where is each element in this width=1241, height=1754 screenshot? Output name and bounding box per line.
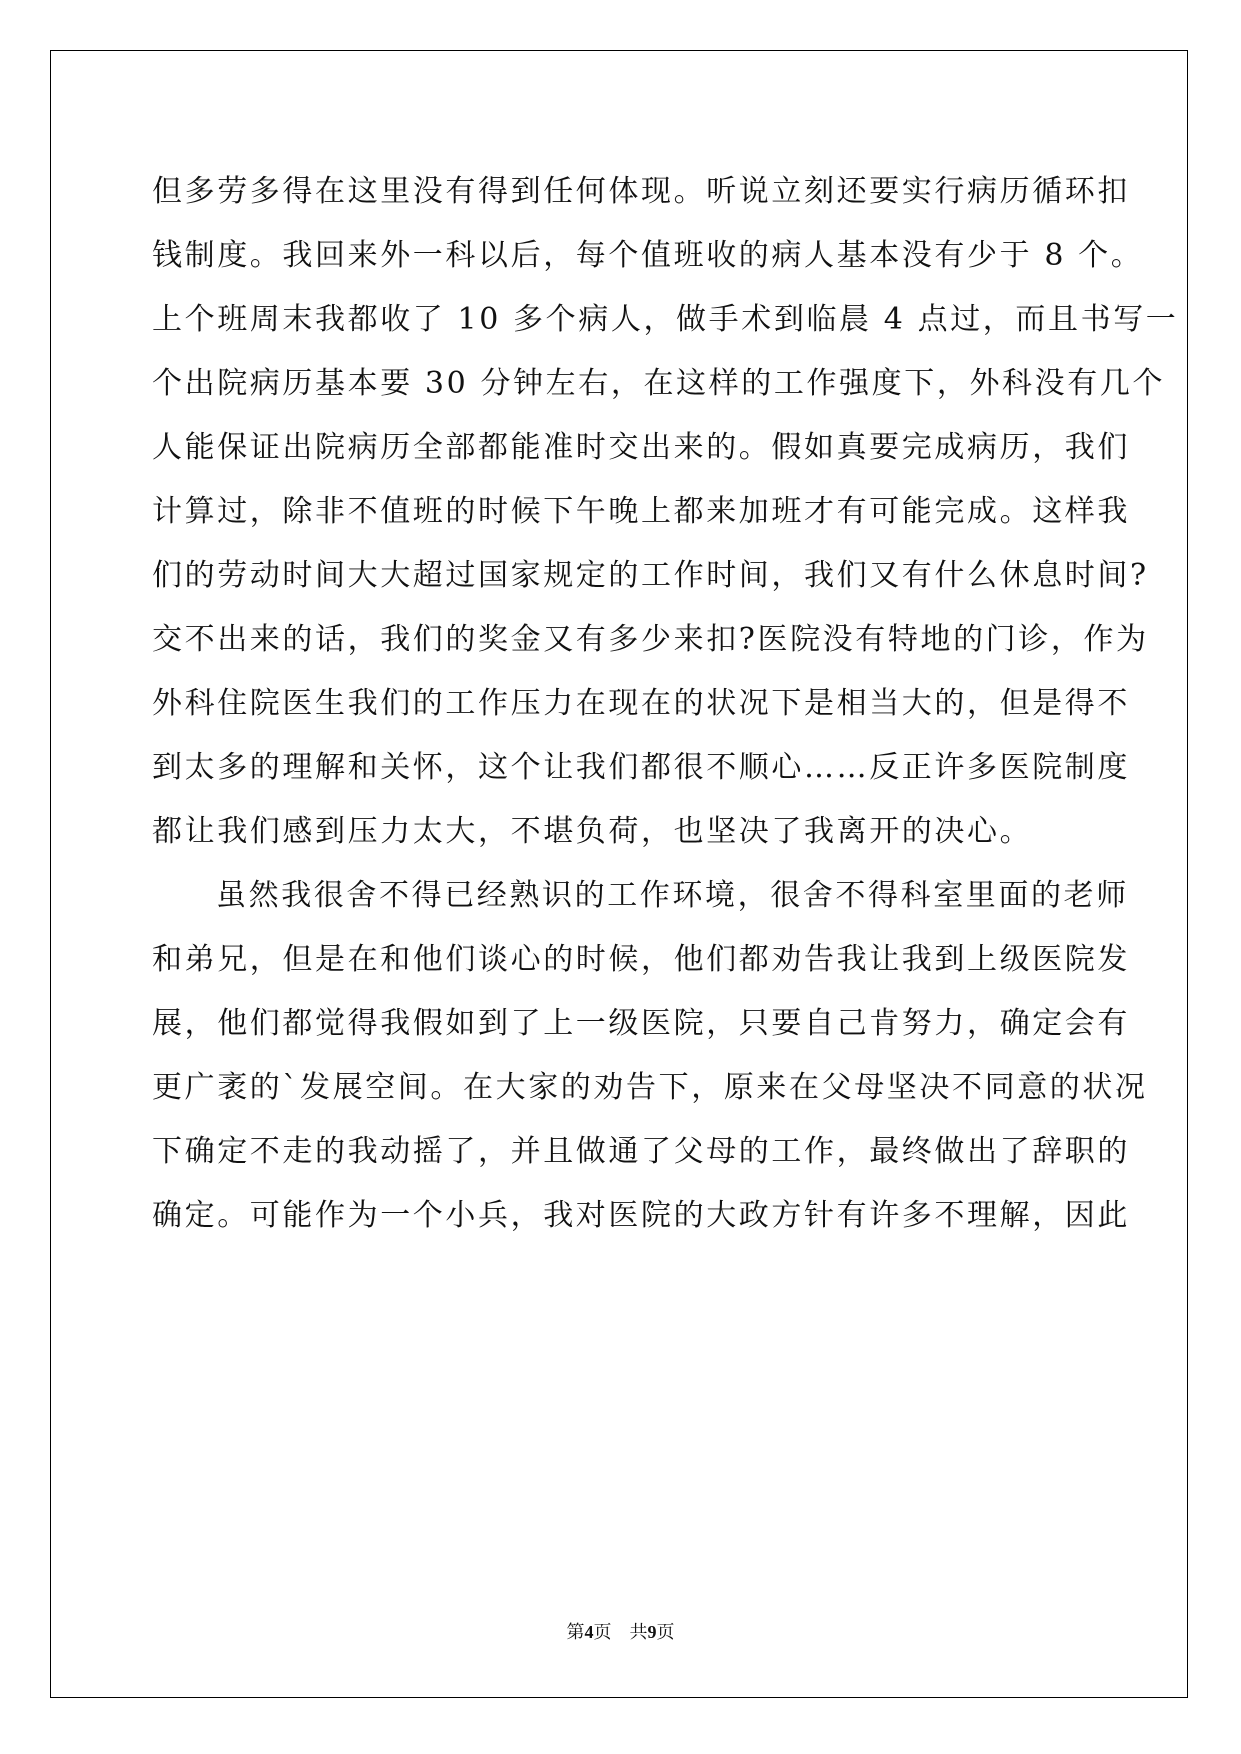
page-number: 4 <box>584 1622 594 1642</box>
text-line: 人能保证出院病历全部都能准时交出来的。假如真要完成病历，我们 <box>152 430 1130 465</box>
text-line: 们的劳动时间大大超过国家规定的工作时间，我们又有什么休息时间? <box>152 558 1149 593</box>
total-prefix: 共 <box>629 1622 648 1642</box>
total-suffix: 页 <box>656 1622 675 1642</box>
page-prefix: 第 <box>566 1622 585 1642</box>
text-line: 到太多的理解和关怀，这个让我们都很不顺心……反正许多医院制度 <box>152 750 1130 785</box>
text-line: 虽然我很舍不得已经熟识的工作环境，很舍不得科室里面的老师 <box>216 878 1129 913</box>
total-pages: 9 <box>647 1622 657 1642</box>
document-body <box>152 160 1179 1248</box>
text-line: 上个班周末我都收了 10 多个病人，做手术到临晨 4 点过，而且书写一 <box>152 302 1179 337</box>
text-line: 和弟兄，但是在和他们谈心的时候，他们都劝告我让我到上级医院发 <box>152 942 1130 977</box>
page-footer <box>0 1618 1241 1644</box>
page-suffix: 页 <box>593 1622 612 1642</box>
text-line: 个出院病历基本要 30 分钟左右，在这样的工作强度下，外科没有几个 <box>152 366 1166 401</box>
text-line: 下确定不走的我动摇了，并且做通了父母的工作，最终做出了辞职的 <box>152 1134 1130 1169</box>
text-line: 展，他们都觉得我假如到了上一级医院，只要自己肯努力，确定会有 <box>152 1006 1130 1041</box>
text-line: 更广袤的`发展空间。在大家的劝告下，原来在父母坚决不同意的状况 <box>152 1070 1148 1105</box>
text-line: 外科住院医生我们的工作压力在现在的状况下是相当大的，但是得不 <box>152 686 1130 721</box>
text-line: 交不出来的话，我们的奖金又有多少来扣?医院没有特地的门诊，作为 <box>152 622 1149 657</box>
text-line: 但多劳多得在这里没有得到任何体现。听说立刻还要实行病历循环扣 <box>152 174 1130 209</box>
text-line: 都让我们感到压力太大，不堪负荷，也坚决了我离开的决心。 <box>152 814 1033 849</box>
text-line: 钱制度。我回来外一科以后，每个值班收的病人基本没有少于 8 个。 <box>152 238 1144 273</box>
text-line: 确定。可能作为一个小兵，我对医院的大政方针有许多不理解，因此 <box>152 1198 1130 1233</box>
text-line: 计算过，除非不值班的时候下午晚上都来加班才有可能完成。这样我 <box>152 494 1130 529</box>
